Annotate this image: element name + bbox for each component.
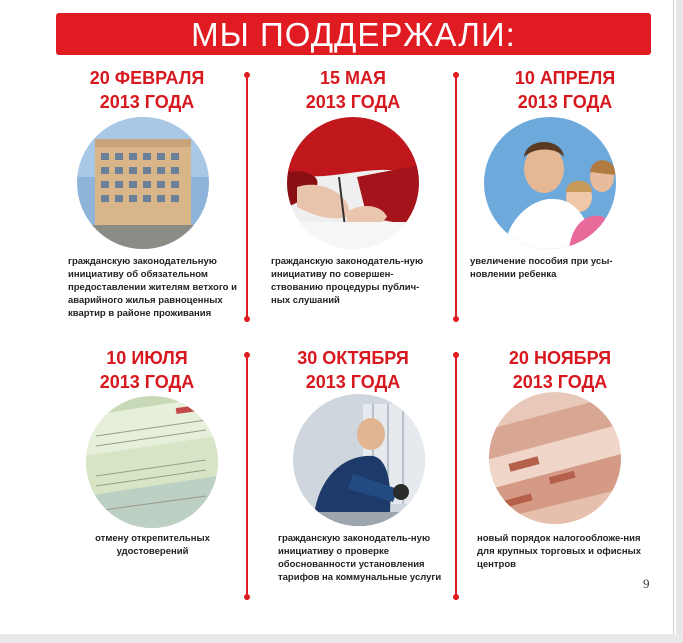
certificate-document-photo [86,396,218,528]
column-divider [455,352,457,600]
column-divider [246,72,248,322]
support-card [52,66,242,114]
card-description: гражданскую законодательную инициативу об обязательном предоставлении жителям ветхого и аварийного жилья равноценных квартир в районе проживания [68,256,237,319]
signing-document-photo [287,117,419,249]
page-bottom-edge [0,634,683,643]
column-divider [246,352,248,600]
card-description: отмену открепительных удостоверений [95,533,210,557]
page-title-banner: МЫ ПОДДЕРЖАЛИ: [56,13,651,55]
support-card [52,346,242,394]
card-date: 20 НОЯБРЯ 2013 ГОДА [508,348,612,392]
support-card [258,346,448,394]
card-date: 30 ОКТЯБРЯ 2013 ГОДА [297,348,409,392]
card-description: гражданскую законодатель-ную инициативу о проверке обоснованности установления тарифов на коммунальные услуги [278,533,442,583]
column-divider [455,72,457,322]
family-photo [484,117,616,249]
card-description: увеличение пособия при усы-новлении ребенка [470,256,613,280]
support-card [258,66,448,114]
page-edge-shadow [676,0,683,643]
support-card [465,346,655,394]
card-description: новый порядок налогообложе-ния для крупных торговых и офисных центров [477,533,641,570]
card-date: 15 МАЯ 2013 ГОДА [305,68,401,112]
support-card [470,66,660,114]
page-number: 9 [643,576,650,591]
card-date: 10 АПРЕЛЯ 2013 ГОДА [514,68,616,112]
card-description: гражданскую законодатель-ную инициативу по совершен-ствованию процедуры публич-ных слушаний [271,256,424,306]
banknotes-photo [489,392,621,524]
page-edge [673,0,674,643]
utility-worker-photo [293,394,425,526]
card-date: 10 ИЮЛЯ 2013 ГОДА [99,348,195,392]
apartment-building-photo [77,117,209,249]
card-date: 20 ФЕВРАЛЯ 2013 ГОДА [89,68,205,112]
